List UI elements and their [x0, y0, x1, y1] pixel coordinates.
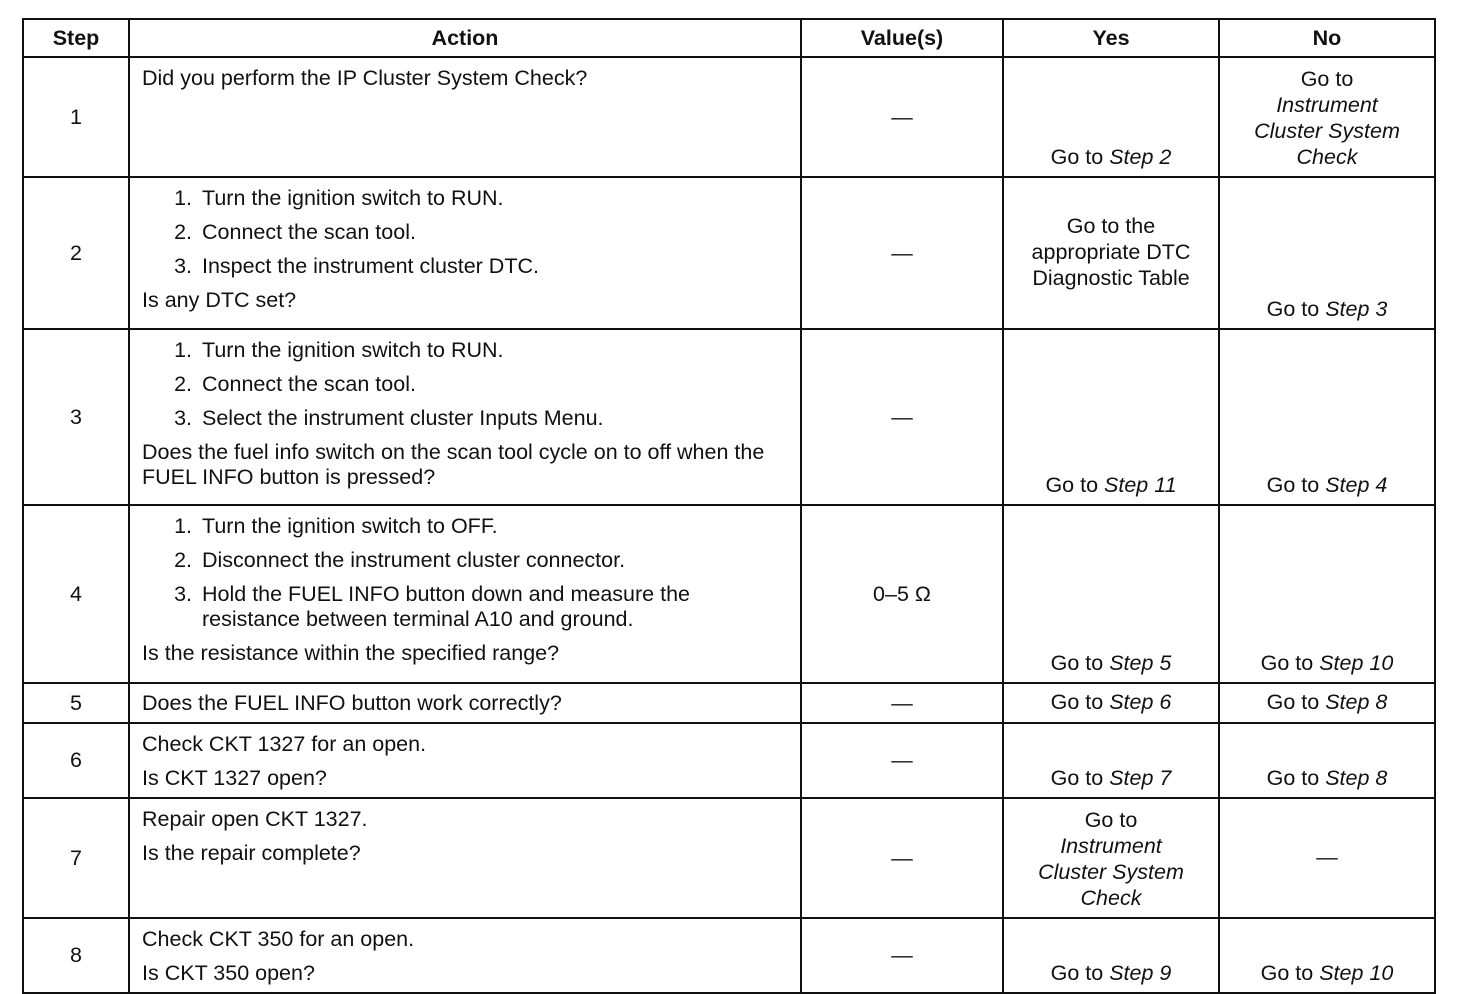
action-step: 1. Turn the ignition switch to RUN. [198, 186, 790, 211]
step-number: 4 [23, 505, 129, 683]
go-to-label: Go to [1300, 67, 1354, 91]
go-to-label: Go to [1266, 473, 1320, 497]
go-to-label: Go to [1260, 651, 1314, 675]
no-cell [1219, 505, 1435, 683]
yes-link[interactable]: Step 5 [1109, 651, 1172, 675]
table-row [23, 177, 1435, 329]
go-to-label: Go to [1266, 766, 1320, 790]
yes-link[interactable]: Instrument Cluster System Check [1038, 834, 1184, 910]
value-cell: — [801, 57, 1003, 177]
table-row [23, 918, 1435, 993]
yes-cell [1003, 683, 1219, 723]
no-cell: — [1219, 798, 1435, 918]
no-cell [1219, 723, 1435, 798]
yes-cell [1003, 723, 1219, 798]
yes-link[interactable]: Step 6 [1109, 690, 1172, 714]
yes-link[interactable]: Step 11 [1104, 473, 1177, 497]
action-cell [129, 918, 801, 993]
no-cell [1219, 329, 1435, 505]
action-question: Did you perform the IP Cluster System Check? [142, 66, 588, 90]
go-to-label: Go to [1266, 297, 1320, 321]
no-cell [1219, 177, 1435, 329]
value-cell: — [801, 918, 1003, 993]
action-cell [129, 723, 801, 798]
action-question: Is any DTC set? [142, 288, 297, 312]
yes-cell [1003, 798, 1219, 918]
action-question: Is CKT 350 open? [142, 961, 315, 985]
table-row [23, 57, 1435, 177]
action-cell [129, 683, 801, 723]
action-line: Repair open CKT 1327. [142, 807, 368, 831]
go-to-label: Go to [1050, 651, 1104, 675]
action-step: 2. Disconnect the instrument cluster connector. [198, 548, 790, 573]
no-link[interactable]: Step 8 [1325, 766, 1388, 790]
go-to-label: Go to [1045, 473, 1099, 497]
action-step: 3. Hold the FUEL INFO button down and measure the resistance between terminal A10 and ground. [198, 582, 790, 632]
action-question: Does the fuel info switch on the scan tool cycle on to off when the FUEL INFO button is pressed? [142, 440, 765, 489]
step-number: 8 [23, 918, 129, 993]
action-cell [129, 57, 801, 177]
yes-link[interactable]: Step 7 [1109, 766, 1172, 790]
header-no: No [1219, 19, 1435, 57]
action-cell [129, 177, 801, 329]
action-question: Does the FUEL INFO button work correctly? [142, 690, 562, 715]
no-cell [1219, 918, 1435, 993]
header-yes: Yes [1003, 19, 1219, 57]
action-step: 2. Connect the scan tool. [198, 220, 790, 245]
go-to-label: Go to [1084, 808, 1138, 832]
step-number: 2 [23, 177, 129, 329]
action-step: 1. Turn the ignition switch to OFF. [198, 514, 790, 539]
action-step: 3. Select the instrument cluster Inputs Menu. [198, 406, 790, 431]
no-link[interactable]: Step 8 [1325, 690, 1388, 714]
yes-cell [1003, 57, 1219, 177]
action-steps [142, 186, 790, 279]
action-cell [129, 329, 801, 505]
no-link[interactable]: Step 10 [1319, 651, 1394, 675]
action-line: Check CKT 1327 for an open. [142, 732, 427, 756]
value-cell: — [801, 177, 1003, 329]
table-row [23, 505, 1435, 683]
step-number: 3 [23, 329, 129, 505]
no-link[interactable]: Instrument Cluster System Check [1254, 93, 1400, 169]
header-step: Step [23, 19, 129, 57]
step-number: 6 [23, 723, 129, 798]
yes-cell [1003, 505, 1219, 683]
action-question: Is the resistance within the specified range? [142, 641, 560, 665]
action-steps [142, 514, 790, 632]
yes-cell [1003, 918, 1219, 993]
action-cell [129, 505, 801, 683]
value-cell: — [801, 723, 1003, 798]
yes-cell [1003, 177, 1219, 329]
table-row [23, 329, 1435, 505]
table-row [23, 683, 1435, 723]
step-number: 7 [23, 798, 129, 918]
value-cell: — [801, 683, 1003, 723]
value-cell: — [801, 329, 1003, 505]
diagnostic-table [22, 18, 1436, 994]
yes-link[interactable]: Step 9 [1109, 961, 1172, 985]
no-link[interactable]: Step 3 [1325, 297, 1388, 321]
action-steps [142, 338, 790, 431]
action-step: 3. Inspect the instrument cluster DTC. [198, 254, 790, 279]
header-row [23, 19, 1435, 57]
go-to-label: Go to [1050, 961, 1104, 985]
action-question: Is CKT 1327 open? [142, 766, 327, 790]
go-to-label: Go to [1266, 690, 1320, 714]
go-to-label: Go to [1050, 690, 1104, 714]
yes-link[interactable]: Go to the appropriate DTC Diagnostic Table [1031, 214, 1191, 290]
value-cell: 0–5 Ω [801, 505, 1003, 683]
no-cell [1219, 683, 1435, 723]
table-row [23, 798, 1435, 918]
header-values: Value(s) [801, 19, 1003, 57]
action-question: Is the repair complete? [142, 841, 361, 865]
go-to-label: Go to [1260, 961, 1314, 985]
action-step: 1. Turn the ignition switch to RUN. [198, 338, 790, 363]
header-action: Action [129, 19, 801, 57]
no-link[interactable]: Step 4 [1325, 473, 1388, 497]
action-cell [129, 798, 801, 918]
yes-link[interactable]: Step 2 [1109, 145, 1172, 169]
go-to-label: Go to [1050, 145, 1104, 169]
step-number: 5 [23, 683, 129, 723]
no-cell [1219, 57, 1435, 177]
action-step: 2. Connect the scan tool. [198, 372, 790, 397]
step-number: 1 [23, 57, 129, 177]
table-row [23, 723, 1435, 798]
go-to-label: Go to [1050, 766, 1104, 790]
action-line: Check CKT 350 for an open. [142, 927, 415, 951]
value-cell: — [801, 798, 1003, 918]
yes-cell [1003, 329, 1219, 505]
no-link[interactable]: Step 10 [1319, 961, 1394, 985]
